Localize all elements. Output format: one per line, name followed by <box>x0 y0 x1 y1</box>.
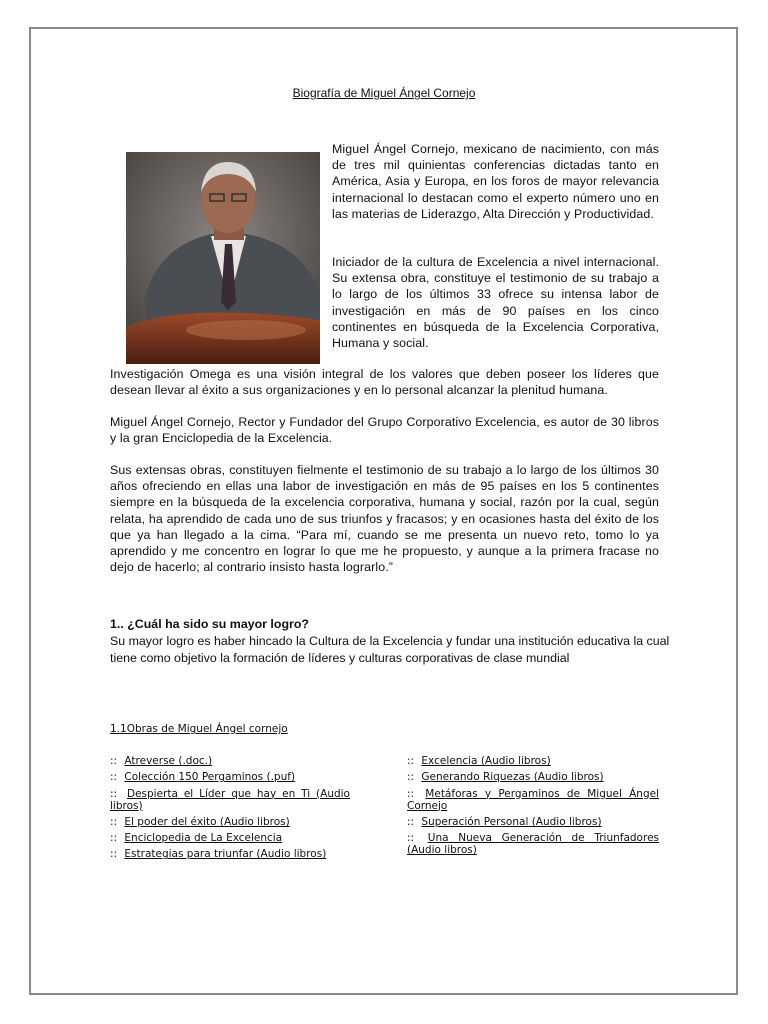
work-link[interactable]: Metáforas y Pergaminos de Miguel Ángel Cornejo <box>407 787 659 812</box>
bullet-glyph: :: <box>407 787 422 800</box>
works-list-right <box>407 755 659 860</box>
work-link[interactable]: Una Nueva Generación de Triunfadores (Audio libros) <box>407 832 659 857</box>
list-item <box>407 816 659 828</box>
list-item <box>110 832 350 844</box>
work-link[interactable]: Despierta el Líder que hay en Ti (Audio libros) <box>110 787 350 812</box>
work-link[interactable]: Superación Personal (Audio libros) <box>421 815 602 828</box>
work-link[interactable]: El poder del éxito (Audio libros) <box>124 815 290 828</box>
work-link[interactable]: Estrategias para triunfar (Audio libros) <box>124 848 327 861</box>
bullet-glyph: :: <box>110 832 121 845</box>
bullet-glyph: :: <box>110 815 121 828</box>
bullet-glyph: :: <box>110 848 121 861</box>
list-item <box>110 788 350 812</box>
work-link[interactable]: Generando Riquezas (Audio libros) <box>421 771 604 784</box>
question-heading: 1.. ¿Cuál ha sido su mayor logro? <box>110 617 309 631</box>
list-item <box>110 816 350 828</box>
list-item <box>110 771 350 783</box>
works-list-left <box>110 755 350 865</box>
bullet-glyph: :: <box>407 771 418 784</box>
bullet-glyph: :: <box>407 755 418 767</box>
paragraph-excellence: Iniciador de la cultura de Excelencia a nivel internacional. Su extensa obra, constituye el testimonio de su trabajo a lo largo de los últimos 33 ofrece su intensa labor de investigación en más de 90 países en los cinco continentes en búsqueda de la Excelencia Corporativa, Humana y social. <box>332 255 659 351</box>
list-item <box>110 848 350 860</box>
bullet-glyph: :: <box>110 755 121 767</box>
list-item <box>407 771 659 783</box>
bullet-glyph: :: <box>110 787 123 800</box>
work-link[interactable]: Colección 150 Pergaminos (.puf) <box>124 771 296 784</box>
work-link[interactable]: Enciclopedia de La Excelencia <box>124 832 283 845</box>
bullet-glyph: :: <box>110 771 121 784</box>
list-item <box>110 755 350 767</box>
list-item <box>407 788 659 812</box>
paragraph-works-summary: Sus extensas obras, constituyen fielmente el testimonio de su trabajo a lo largo de los últimos 30 años ofreciendo en ellas una labor de investigación en más de 95 países en los 5 continentes siempre en la búsqueda de la excelencia corporativa, humana y social, razón por la cual, según relata, ha aprendido de cada uno de sus triunfos y fracasos; y en ocasiones hasta del éxito de los que ya han llegado a la cima. “Para mí, cuando se me presenta un nuevo reto, tomo lo ya aprendido y me concentro en lograr lo que me he propuesto, y aunque a la primera fracase no dejo de hacerlo; al contrario insisto hasta lograrlo.” <box>110 463 659 575</box>
list-item <box>407 832 659 856</box>
paragraph-intro: Miguel Ángel Cornejo, mexicano de nacimiento, con más de tres mil quinientas conferencias dictadas tanto en América, Asia y Europa, en los foros de mayor relevancia internacional lo destacan como el experto número uno en las materias de Liderazgo, Alta Dirección y Productividad. <box>332 142 659 221</box>
works-heading: 1.1Obras de Miguel Ángel cornejo <box>110 723 288 735</box>
bullet-glyph: :: <box>407 832 424 845</box>
work-link[interactable]: Atreverse (.doc.) <box>124 755 213 767</box>
paragraph-omega: Investigación Omega es una visión integral de los valores que deben poseer los líderes que desean llevar al éxito a sus organizaciones y en lo personal alcanzar la plenitud humana. <box>110 367 659 398</box>
portrait-photo <box>126 152 320 364</box>
work-link[interactable]: Excelencia (Audio libros) <box>421 755 551 767</box>
question-answer: Su mayor logro es haber hincado la Cultura de la Excelencia y fundar una institución educativa la cual tiene como objetivo la formación de líderes y culturas corporativas de clase mundial <box>110 634 670 665</box>
bullet-glyph: :: <box>407 815 418 828</box>
list-item <box>407 755 659 767</box>
paragraph-rector: Miguel Ángel Cornejo, Rector y Fundador del Grupo Corporativo Excelencia, es autor de 30 libros y la gran Enciclopedia de la Excelencia. <box>110 415 659 446</box>
document-title: Biografía de Miguel Ángel Cornejo <box>292 86 476 100</box>
